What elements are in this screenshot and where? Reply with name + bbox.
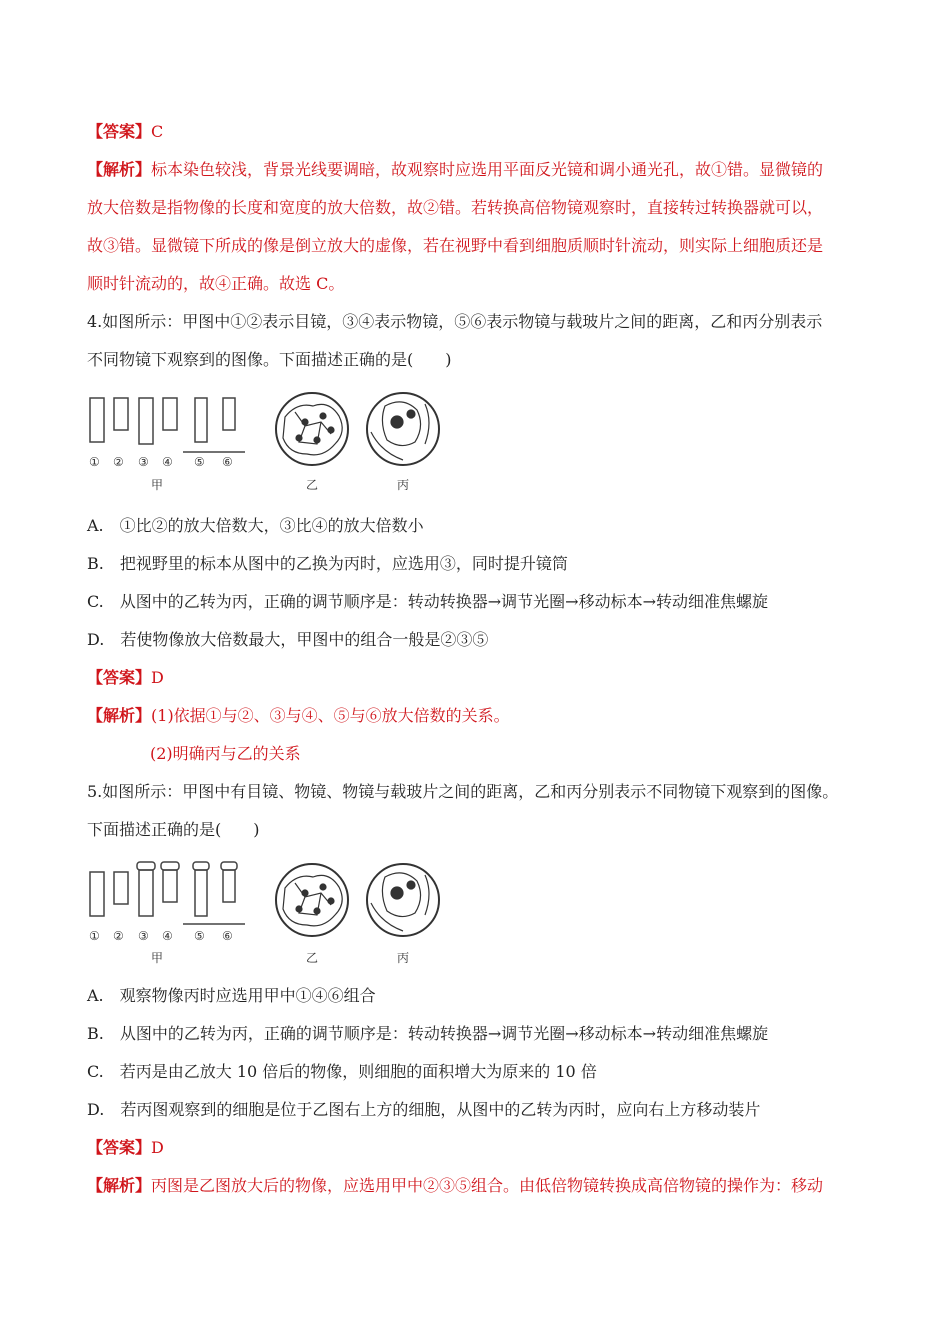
svg-text:①: ① (89, 929, 100, 943)
q3-analysis-line-1: 【解析】标本染色较浅，背景光线要调暗，故观察时应选用平面反光镜和调小通光孔，故①错。显微镜的 (87, 160, 824, 179)
eyepiece-1 (90, 398, 104, 442)
svg-text:甲: 甲 (151, 951, 164, 965)
q5-option-c: C. 若丙是由乙放大 10 倍后的物像，则细胞的面积增大为原来的 10 倍 (87, 1062, 597, 1081)
svg-text:①: ① (89, 455, 100, 469)
objective-5 (193, 862, 209, 916)
svg-text:⑥: ⑥ (222, 455, 233, 469)
field-bing (367, 864, 439, 936)
q5-stem-line-2: 下面描述正确的是( ) (87, 820, 260, 839)
answer-label: 【答案】 (87, 1138, 152, 1157)
objective-6 (221, 862, 237, 902)
answer-label: 【答案】 (87, 668, 152, 687)
q5-option-b: B. 从图中的乙转为丙，正确的调节顺序是：转动转换器→调节光圈→移动标本→转动细准焦螺旋 (87, 1024, 769, 1043)
svg-text:甲: 甲 (151, 478, 164, 492)
q4-option-a: A. ①比②的放大倍数大，③比④的放大倍数小 (87, 516, 424, 535)
q5-stem-line-1: 5.如图所示：甲图中有目镜、物镜、物镜与载玻片之间的距离，乙和丙分别表示不同物镜下观察到的图像。 (87, 782, 839, 801)
answer-value: D (151, 1138, 164, 1157)
field-yi (276, 393, 348, 465)
q4-option-c: C. 从图中的乙转为丙，正确的调节顺序是：转动转换器→调节光圈→移动标本→转动细准焦螺旋 (87, 592, 768, 611)
q4-option-d: D. 若使物像放大倍数最大，甲图中的组合一般是②③⑤ (87, 630, 489, 649)
analysis-label: 【解析】 (87, 1176, 152, 1195)
q4-analysis-line-1: 【解析】(1)依据①与②、③与④、⑤与⑥放大倍数的关系。 (87, 706, 510, 725)
answer-value: D (151, 668, 164, 687)
q3-answer (87, 121, 163, 143)
svg-text:④: ④ (162, 455, 173, 469)
q4-option-b: B. 把视野里的标本从图中的乙换为丙时，应选用③，同时提升镜筒 (87, 554, 568, 573)
objective-3 (139, 398, 153, 444)
answer-value: C (151, 122, 164, 141)
answer-label: 【答案】 (87, 122, 152, 141)
analysis-label: 【解析】 (87, 706, 152, 725)
svg-text:③: ③ (138, 455, 149, 469)
svg-text:④: ④ (162, 929, 173, 943)
q5-figure (85, 858, 445, 970)
objective-4 (163, 398, 177, 430)
q3-analysis-line-4: 顺时针流动的，故④正确。故选 C。 (87, 274, 345, 293)
eyepiece-2 (114, 872, 128, 904)
svg-text:乙: 乙 (306, 951, 319, 965)
eyepiece-1 (90, 872, 104, 916)
svg-text:乙: 乙 (306, 478, 319, 492)
objective-4 (161, 862, 179, 902)
q5-answer (87, 1137, 164, 1159)
svg-text:③: ③ (138, 929, 149, 943)
microscope-figure (85, 392, 445, 498)
svg-text:②: ② (113, 929, 124, 943)
objective-3 (137, 862, 155, 916)
analysis-label: 【解析】 (87, 160, 152, 179)
q5-analysis-line-1: 【解析】丙图是乙图放大后的物像，应选用甲中②③⑤组合。由低倍物镜转换成高倍物镜的操作为：移动 (87, 1176, 824, 1195)
svg-text:②: ② (113, 455, 124, 469)
q4-stem-line-2: 不同物镜下观察到的图像。下面描述正确的是( ) (87, 350, 452, 369)
eyepiece-2 (114, 398, 128, 430)
q3-analysis-line-2: 放大倍数是指物像的长度和宽度的放大倍数，故②错。若转换高倍物镜观察时，直接转过转换器就可以， (87, 198, 824, 217)
microscope-figure (85, 858, 445, 970)
q4-figure (85, 392, 445, 498)
svg-text:丙: 丙 (397, 478, 410, 492)
q4-analysis-line-2: (2)明确丙与乙的关系 (150, 744, 301, 763)
distance-6 (223, 398, 235, 430)
q4-stem-line-1: 4.如图所示：甲图中①②表示目镜，③④表示物镜，⑤⑥表示物镜与载玻片之间的距离，乙和丙分别表示 (87, 312, 823, 331)
svg-text:⑥: ⑥ (222, 929, 233, 943)
field-yi (276, 864, 348, 936)
distance-5 (195, 398, 207, 442)
q5-option-a: A. 观察物像丙时应选用甲中①④⑥组合 (87, 986, 376, 1005)
field-bing (367, 393, 439, 465)
q5-option-d: D. 若丙图观察到的细胞是位于乙图右上方的细胞，从图中的乙转为丙时，应向右上方移动装片 (87, 1100, 761, 1119)
svg-text:⑤: ⑤ (194, 455, 205, 469)
q3-analysis-line-3: 故③错。显微镜下所成的像是倒立放大的虚像，若在视野中看到细胞质顺时针流动，则实际上细胞质还是 (87, 236, 824, 255)
q4-answer (87, 667, 164, 689)
svg-text:丙: 丙 (397, 951, 410, 965)
svg-text:⑤: ⑤ (194, 929, 205, 943)
